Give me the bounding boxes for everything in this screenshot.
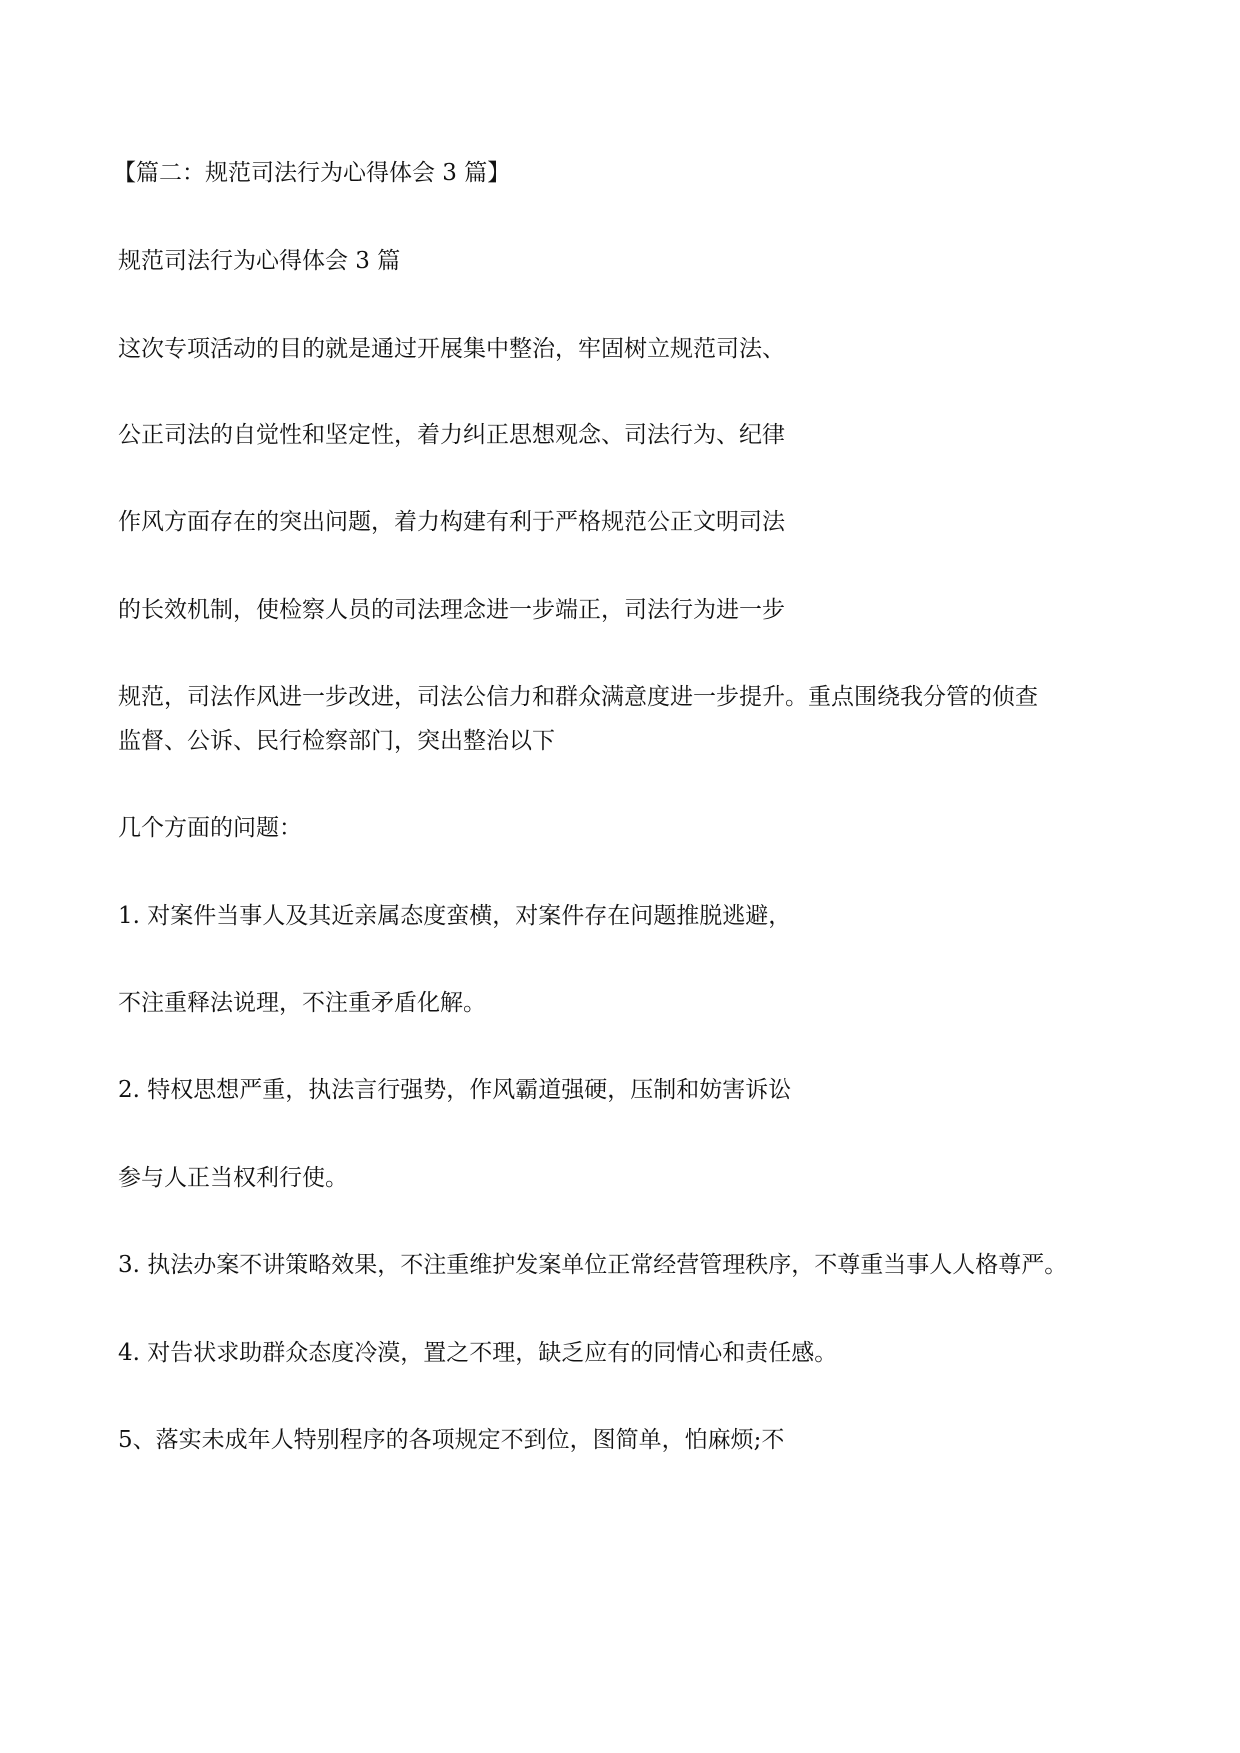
list-item-2-line-2: 参与人正当权利行使。 — [118, 1165, 348, 1191]
list-item-1-line-2: 不注重释法说理，不注重矛盾化解。 — [118, 990, 486, 1016]
body-line-5: 规范，司法作风进一步改进，司法公信力和群众满意度进一步提升。重点围绕我分管的侦查 — [118, 684, 1038, 710]
list-item-5: 5、落实未成年人特别程序的各项规定不到位，图简单，怕麻烦;不 — [118, 1427, 785, 1453]
body-line-3: 作风方面存在的突出问题，着力构建有利于严格规范公正文明司法 — [118, 509, 785, 535]
body-line-1: 这次专项活动的目的就是通过开展集中整治，牢固树立规范司法、 — [118, 336, 785, 362]
body-line-6: 监督、公诉、民行检察部门，突出整治以下 — [118, 728, 555, 754]
list-item-4: 4. 对告状求助群众态度冷漠，置之不理，缺乏应有的同情心和责任感。 — [118, 1340, 838, 1366]
list-item-1-line-1: 1. 对案件当事人及其近亲属态度蛮横，对案件存在问题推脱逃避， — [118, 903, 792, 929]
list-item-3: 3. 执法办案不讲策略效果，不注重维护发案单位正常经营管理秩序，不尊重当事人人格尊严。 — [118, 1252, 1068, 1278]
document-title: 规范司法行为心得体会 3 篇 — [118, 248, 401, 274]
body-line-2: 公正司法的自觉性和坚定性，着力纠正思想观念、司法行为、纪律 — [118, 422, 785, 448]
list-item-2-line-1: 2. 特权思想严重，执法言行强势，作风霸道强硬，压制和妨害诉讼 — [118, 1077, 792, 1103]
body-line-7: 几个方面的问题： — [118, 815, 302, 841]
section-heading: 【篇二：规范司法行为心得体会 3 篇】 — [113, 160, 511, 186]
body-line-4: 的长效机制，使检察人员的司法理念进一步端正，司法行为进一步 — [118, 597, 785, 623]
